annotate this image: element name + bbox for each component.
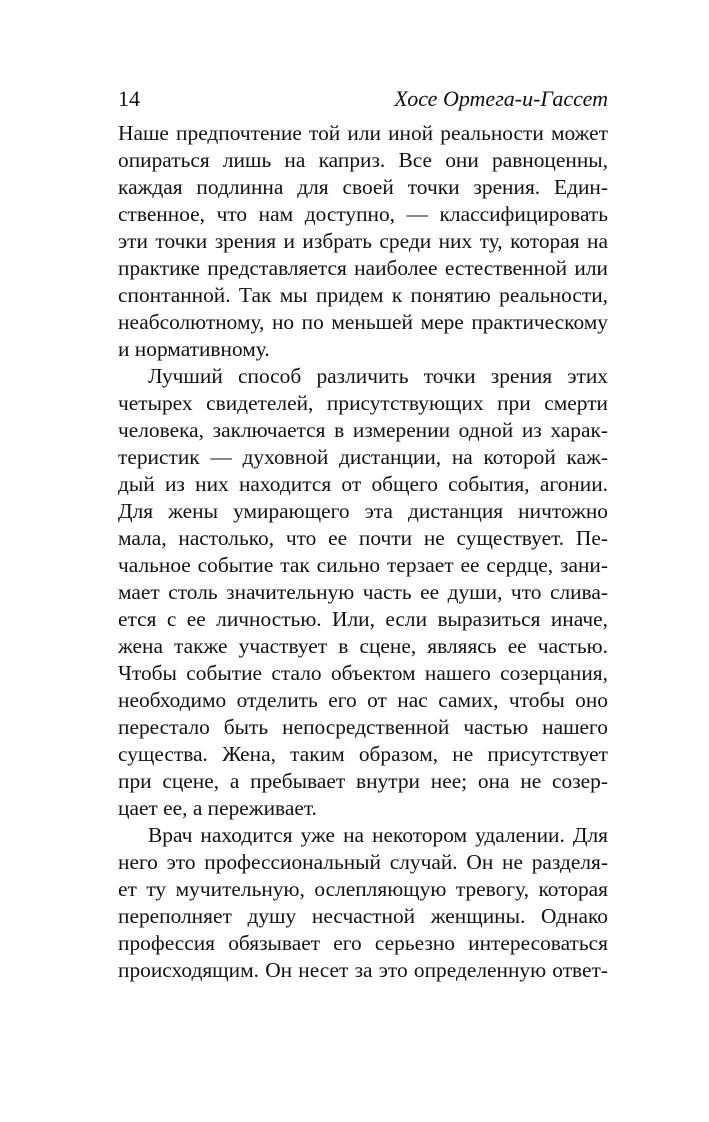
text-line: Для жены умирающего эта дистанция ничтожно xyxy=(118,499,608,523)
text-line: Наше предпочтение той или иной реальности может xyxy=(118,121,608,145)
running-title: Хосе Ортега-и-Гассет xyxy=(394,86,608,111)
text-line: мает столь значительную часть ее души, что слива- xyxy=(118,580,608,604)
book-page xyxy=(118,84,608,984)
text-line: переполняет душу несчастной женщины. Однако xyxy=(118,904,608,928)
paragraph xyxy=(118,363,608,822)
text-line: цает ее, а переживает. xyxy=(118,796,317,820)
text-line: существа. Жена, таким образом, не присутствует xyxy=(118,742,608,766)
text-line: мала, настолько, что ее почти не существует. Пе- xyxy=(118,526,608,550)
text-line: Лучший способ различить точки зрения этих xyxy=(148,364,608,388)
running-header xyxy=(118,84,608,120)
text-line: ет ту мучительную, ослепляющую тревогу, которая xyxy=(118,877,608,901)
text-line: дый из них находится от общего события, агонии. xyxy=(118,472,608,496)
text-line: опираться лишь на каприз. Все они равноценны, xyxy=(118,148,608,172)
text-line: теристик — духовной дистанции, на которой каж- xyxy=(118,445,608,469)
text-line: человека, заключается в измерении одной из харак- xyxy=(118,418,608,442)
text-line: профессия обязывает его серьезно интересоваться xyxy=(118,931,608,955)
text-line: жена также участвует в сцене, являясь ее частью. xyxy=(118,634,608,658)
text-line: и нормативному. xyxy=(118,337,270,361)
text-line: эти точки зрения и избрать среди них ту, которая на xyxy=(118,229,608,253)
text-line: перестало быть непосредственной частью нашего xyxy=(118,715,608,739)
text-line: него это профессиональный случай. Он не разделя- xyxy=(118,850,608,874)
body-text xyxy=(118,120,608,984)
text-line: Врач находится уже на некотором удалении. Для xyxy=(148,823,608,847)
text-line: чальное событие так сильно терзает ее сердце, зани- xyxy=(118,553,608,577)
text-line: ется с ее личностью. Или, если выразиться иначе, xyxy=(118,607,608,631)
paragraph xyxy=(118,120,608,363)
text-line: спонтанной. Так мы придем к понятию реальности, xyxy=(118,283,608,307)
paragraph xyxy=(118,822,608,984)
text-line: неабсолютному, но по меньшей мере практическому xyxy=(118,310,608,334)
text-line: четырех свидетелей, присутствующих при смерти xyxy=(118,391,608,415)
text-line: необходимо отделить его от нас самих, чтобы оно xyxy=(118,688,608,712)
text-line: ственное, что нам доступно, — классифицировать xyxy=(118,202,608,226)
text-line: каждая подлинна для своей точки зрения. Един- xyxy=(118,175,608,199)
text-line: практике представляется наиболее естественной или xyxy=(118,256,608,280)
text-line: при сцене, а пребывает внутри нее; она не созер- xyxy=(118,769,608,793)
text-line: происходящим. Он несет за это определенную ответ- xyxy=(118,958,608,982)
page-number: 14 xyxy=(118,86,140,111)
text-line: Чтобы событие стало объектом нашего созерцания, xyxy=(118,661,608,685)
